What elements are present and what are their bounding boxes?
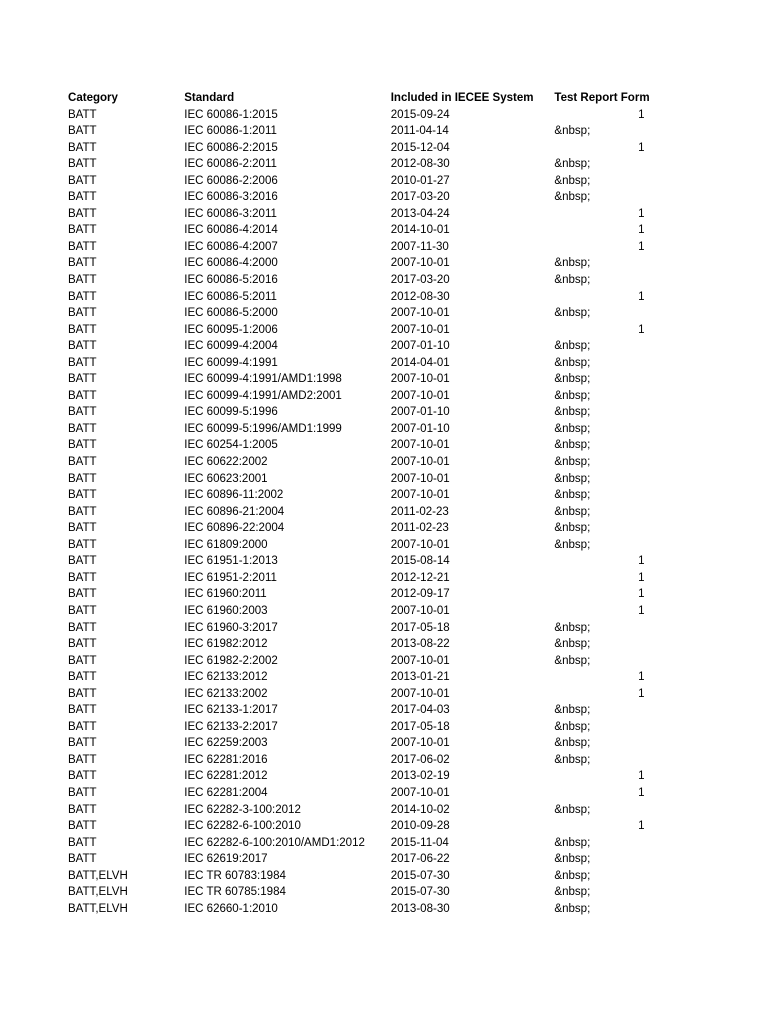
test-report-form-cell: &nbsp; <box>554 636 591 651</box>
included-date-cell: 2007-10-01 <box>390 685 450 700</box>
standard-cell: IEC 60086-5:2000 <box>184 305 278 320</box>
standard-cell: IEC 60086-3:2016 <box>184 189 278 204</box>
test-report-form-cell: 1 <box>638 139 645 154</box>
included-date-cell: 2007-10-01 <box>390 487 450 502</box>
table-row <box>68 221 645 238</box>
category-cell: BATT <box>68 751 97 766</box>
test-report-form-cell: 1 <box>638 553 645 568</box>
table-row <box>68 470 645 487</box>
table-row <box>68 122 645 139</box>
included-date-cell: 2007-10-01 <box>390 371 450 386</box>
standard-cell: IEC 61982-2:2002 <box>184 652 278 667</box>
standard-cell: IEC 62281:2004 <box>184 784 268 799</box>
standard-cell: IEC 60623:2001 <box>184 470 268 485</box>
standard-cell: IEC 60896-22:2004 <box>184 520 285 535</box>
category-cell: BATT <box>68 189 97 204</box>
included-date-cell: 2015-12-04 <box>390 139 450 154</box>
test-report-form-cell: 1 <box>638 602 645 617</box>
test-report-form-cell: 1 <box>638 784 645 799</box>
included-date-cell: 2012-12-21 <box>390 569 450 584</box>
included-date-cell: 2015-11-04 <box>390 834 449 849</box>
category-cell: BATT <box>68 371 97 386</box>
table-row <box>68 834 645 851</box>
included-date-cell: 2017-06-22 <box>390 851 450 866</box>
test-report-form-cell: 1 <box>638 818 645 833</box>
standard-cell: IEC 60086-4:2007 <box>184 238 278 253</box>
table-row <box>68 486 645 503</box>
table-row <box>68 883 645 900</box>
standard-cell: IEC 61960-3:2017 <box>184 619 278 634</box>
table-row <box>68 751 645 768</box>
standard-cell: IEC 60254-1:2005 <box>184 437 278 452</box>
included-date-cell: 2007-10-01 <box>390 536 450 551</box>
included-date-cell: 2007-10-01 <box>390 454 450 469</box>
category-cell: BATT <box>68 784 97 799</box>
table-row <box>68 619 645 636</box>
standard-cell: IEC 62282-3-100:2012 <box>184 801 301 816</box>
test-report-form-cell: &nbsp; <box>554 520 591 535</box>
included-date-cell: 2014-10-01 <box>390 222 450 237</box>
standard-cell: IEC 62282-6-100:2010/AMD1:2012 <box>184 834 365 849</box>
category-cell: BATT <box>68 652 97 667</box>
standard-cell: IEC 60086-4:2014 <box>184 222 278 237</box>
category-cell: BATT <box>68 222 97 237</box>
test-report-form-cell: &nbsp; <box>554 354 591 369</box>
header-test-report-form: Test Report Form <box>554 90 650 104</box>
standard-cell: IEC 60086-2:2011 <box>184 156 277 171</box>
table-row <box>68 767 645 784</box>
standard-cell: IEC 62281:2016 <box>184 751 268 766</box>
category-cell: BATT,ELVH <box>68 867 128 882</box>
test-report-form-cell: 1 <box>638 288 645 303</box>
table-row <box>68 850 645 867</box>
test-report-form-cell: 1 <box>638 222 645 237</box>
included-date-cell: 2007-10-01 <box>390 470 450 485</box>
table-row <box>68 602 645 619</box>
table-row <box>68 652 645 669</box>
included-date-cell: 2011-04-14 <box>390 123 449 138</box>
test-report-form-cell: &nbsp; <box>554 884 591 899</box>
category-cell: BATT <box>68 553 97 568</box>
table-row <box>68 420 645 437</box>
table-body <box>68 106 688 917</box>
category-cell: BATT <box>68 420 97 435</box>
included-date-cell: 2011-02-23 <box>390 503 449 518</box>
standard-cell: IEC 60086-3:2011 <box>184 205 277 220</box>
category-cell: BATT <box>68 536 97 551</box>
category-cell: BATT <box>68 106 97 121</box>
included-date-cell: 2013-04-24 <box>390 205 450 220</box>
table-row <box>68 801 645 818</box>
standard-cell: IEC 60095-1:2006 <box>184 321 278 336</box>
table-row <box>68 635 645 652</box>
category-cell: BATT <box>68 834 97 849</box>
included-date-cell: 2007-10-01 <box>390 784 450 799</box>
standard-cell: IEC 60896-21:2004 <box>184 503 285 518</box>
included-date-cell: 2017-06-02 <box>390 751 450 766</box>
standard-cell: IEC 62259:2003 <box>184 735 268 750</box>
test-report-form-cell: &nbsp; <box>554 387 591 402</box>
category-cell: BATT <box>68 321 97 336</box>
included-date-cell: 2007-11-30 <box>390 238 449 253</box>
category-cell: BATT <box>68 685 97 700</box>
test-report-form-cell: 1 <box>638 569 645 584</box>
test-report-form-cell: &nbsp; <box>554 536 591 551</box>
category-cell: BATT <box>68 437 97 452</box>
category-cell: BATT,ELVH <box>68 884 128 899</box>
table-row <box>68 354 645 371</box>
standard-cell: IEC 60099-4:1991/AMD1:1998 <box>184 371 342 386</box>
standard-cell: IEC 60086-2:2015 <box>184 139 278 154</box>
table-row <box>68 503 645 520</box>
standard-cell: IEC 60896-11:2002 <box>184 487 284 502</box>
category-cell: BATT <box>68 172 97 187</box>
table-row <box>68 337 645 354</box>
category-cell: BATT <box>68 123 97 138</box>
included-date-cell: 2007-10-01 <box>390 321 450 336</box>
table-row <box>68 585 645 602</box>
category-cell: BATT <box>68 205 97 220</box>
test-report-form-cell: &nbsp; <box>554 851 591 866</box>
standard-cell: IEC 61982:2012 <box>184 636 268 651</box>
test-report-form-cell: 1 <box>638 768 645 783</box>
test-report-form-cell: &nbsp; <box>554 189 591 204</box>
table-row <box>68 387 645 404</box>
standard-cell: IEC 62133-2:2017 <box>184 718 278 733</box>
table-header-row <box>68 89 650 106</box>
table-row <box>68 288 645 305</box>
category-cell: BATT <box>68 470 97 485</box>
test-report-form-cell: &nbsp; <box>554 801 591 816</box>
category-cell: BATT <box>68 768 97 783</box>
included-date-cell: 2012-08-30 <box>390 156 450 171</box>
included-date-cell: 2007-10-01 <box>390 387 450 402</box>
category-cell: BATT <box>68 569 97 584</box>
category-cell: BATT <box>68 520 97 535</box>
category-cell: BATT <box>68 735 97 750</box>
standard-cell: IEC 61960:2011 <box>184 586 267 601</box>
standard-cell: IEC 61960:2003 <box>184 602 268 617</box>
standard-cell: IEC TR 60785:1984 <box>184 884 286 899</box>
header-category: Category <box>68 90 118 104</box>
header-standard: Standard <box>184 90 235 104</box>
category-cell: BATT <box>68 586 97 601</box>
test-report-form-cell: 1 <box>638 685 645 700</box>
standard-cell: IEC 62282-6-100:2010 <box>184 818 301 833</box>
standard-cell: IEC 62133:2002 <box>184 685 268 700</box>
included-date-cell: 2007-10-01 <box>390 305 450 320</box>
table-row <box>68 519 645 536</box>
standard-cell: IEC 60099-5:1996 <box>184 404 278 419</box>
table-row <box>68 685 645 702</box>
standard-cell: IEC 62660-1:2010 <box>184 900 278 915</box>
table-row <box>68 370 645 387</box>
test-report-form-cell: &nbsp; <box>554 404 591 419</box>
included-date-cell: 2010-09-28 <box>390 818 450 833</box>
table-row <box>68 254 645 271</box>
included-date-cell: 2015-08-14 <box>390 553 450 568</box>
included-date-cell: 2013-02-19 <box>390 768 450 783</box>
included-date-cell: 2017-03-20 <box>390 189 450 204</box>
included-date-cell: 2011-02-23 <box>390 520 449 535</box>
included-date-cell: 2017-04-03 <box>390 702 450 717</box>
standard-cell: IEC 60086-1:2015 <box>184 106 278 121</box>
standard-cell: IEC 60086-2:2006 <box>184 172 278 187</box>
category-cell: BATT <box>68 636 97 651</box>
included-date-cell: 2013-08-30 <box>390 900 450 915</box>
table-row <box>68 784 645 801</box>
category-cell: BATT <box>68 503 97 518</box>
table-row <box>68 321 645 338</box>
table-row <box>68 188 645 205</box>
table-row <box>68 271 645 288</box>
table-row <box>68 734 645 751</box>
table-row <box>68 668 645 685</box>
included-date-cell: 2015-07-30 <box>390 867 450 882</box>
included-date-cell: 2007-01-10 <box>390 338 450 353</box>
test-report-form-cell: 1 <box>638 205 645 220</box>
table-row <box>68 701 645 718</box>
category-cell: BATT <box>68 156 97 171</box>
category-cell: BATT <box>68 487 97 502</box>
test-report-form-cell: &nbsp; <box>554 454 591 469</box>
standard-cell: IEC 62133-1:2017 <box>184 702 278 717</box>
table-row <box>68 172 645 189</box>
category-cell: BATT <box>68 238 97 253</box>
included-date-cell: 2013-08-22 <box>390 636 450 651</box>
category-cell: BATT <box>68 702 97 717</box>
included-date-cell: 2012-08-30 <box>390 288 450 303</box>
category-cell: BATT <box>68 305 97 320</box>
included-date-cell: 2017-05-18 <box>390 619 450 634</box>
included-date-cell: 2015-09-24 <box>390 106 450 121</box>
category-cell: BATT <box>68 288 97 303</box>
test-report-form-cell: &nbsp; <box>554 751 591 766</box>
category-cell: BATT <box>68 354 97 369</box>
test-report-form-cell: &nbsp; <box>554 305 591 320</box>
category-cell: BATT <box>68 404 97 419</box>
category-cell: BATT <box>68 255 97 270</box>
report-table <box>68 89 688 916</box>
category-cell: BATT <box>68 338 97 353</box>
test-report-form-cell: 1 <box>638 669 645 684</box>
table-row <box>68 238 645 255</box>
included-date-cell: 2013-01-21 <box>390 669 450 684</box>
standard-cell: IEC 60099-4:1991/AMD2:2001 <box>184 387 342 402</box>
test-report-form-cell: &nbsp; <box>554 487 591 502</box>
included-date-cell: 2015-07-30 <box>390 884 450 899</box>
table-row <box>68 436 645 453</box>
table-row <box>68 817 645 834</box>
test-report-form-cell: 1 <box>638 586 645 601</box>
test-report-form-cell: &nbsp; <box>554 172 591 187</box>
test-report-form-cell: &nbsp; <box>554 900 591 915</box>
header-included: Included in IECEE System <box>390 90 534 104</box>
table-row <box>68 867 645 884</box>
table-row <box>68 718 645 735</box>
test-report-form-cell: &nbsp; <box>554 371 591 386</box>
table-row <box>68 106 645 123</box>
table-row <box>68 155 645 172</box>
included-date-cell: 2014-04-01 <box>390 354 450 369</box>
test-report-form-cell: &nbsp; <box>554 652 591 667</box>
category-cell: BATT <box>68 387 97 402</box>
test-report-form-cell: 1 <box>638 106 645 121</box>
category-cell: BATT <box>68 619 97 634</box>
included-date-cell: 2012-09-17 <box>390 586 450 601</box>
test-report-form-cell: &nbsp; <box>554 420 591 435</box>
included-date-cell: 2017-03-20 <box>390 272 450 287</box>
category-cell: BATT,ELVH <box>68 900 128 915</box>
test-report-form-cell: &nbsp; <box>554 123 591 138</box>
standard-cell: IEC 61809:2000 <box>184 536 268 551</box>
standard-cell: IEC 60099-4:1991 <box>184 354 278 369</box>
included-date-cell: 2007-10-01 <box>390 735 450 750</box>
included-date-cell: 2007-01-10 <box>390 420 450 435</box>
standard-cell: IEC 60086-1:2011 <box>184 123 277 138</box>
table-row <box>68 900 645 917</box>
included-date-cell: 2007-01-10 <box>390 404 450 419</box>
standard-cell: IEC 62619:2017 <box>184 851 268 866</box>
standard-cell: IEC TR 60783:1984 <box>184 867 286 882</box>
category-cell: BATT <box>68 818 97 833</box>
table-row <box>68 552 645 569</box>
test-report-form-cell: &nbsp; <box>554 338 591 353</box>
included-date-cell: 2014-10-02 <box>390 801 450 816</box>
test-report-form-cell: &nbsp; <box>554 156 591 171</box>
table-row <box>68 139 645 156</box>
table-row <box>68 403 645 420</box>
table-row <box>68 304 645 321</box>
category-cell: BATT <box>68 801 97 816</box>
category-cell: BATT <box>68 718 97 733</box>
standard-cell: IEC 60622:2002 <box>184 454 268 469</box>
table-row <box>68 205 645 222</box>
included-date-cell: 2007-10-01 <box>390 602 450 617</box>
included-date-cell: 2007-10-01 <box>390 652 450 667</box>
test-report-form-cell: 1 <box>638 321 645 336</box>
category-cell: BATT <box>68 454 97 469</box>
included-date-cell: 2010-01-27 <box>390 172 450 187</box>
test-report-form-cell: &nbsp; <box>554 272 591 287</box>
standard-cell: IEC 61951-1:2013 <box>184 553 278 568</box>
standard-cell: IEC 62281:2012 <box>184 768 268 783</box>
category-cell: BATT <box>68 602 97 617</box>
test-report-form-cell: &nbsp; <box>554 702 591 717</box>
table-row <box>68 453 645 470</box>
standard-cell: IEC 60086-4:2000 <box>184 255 278 270</box>
test-report-form-cell: &nbsp; <box>554 503 591 518</box>
test-report-form-cell: 1 <box>638 238 645 253</box>
included-date-cell: 2007-10-01 <box>390 255 450 270</box>
table-row <box>68 569 645 586</box>
test-report-form-cell: &nbsp; <box>554 255 591 270</box>
test-report-form-cell: &nbsp; <box>554 735 591 750</box>
test-report-form-cell: &nbsp; <box>554 437 591 452</box>
table-row <box>68 536 645 553</box>
category-cell: BATT <box>68 272 97 287</box>
standard-cell: IEC 60086-5:2016 <box>184 272 278 287</box>
category-cell: BATT <box>68 851 97 866</box>
standard-cell: IEC 60086-5:2011 <box>184 288 277 303</box>
category-cell: BATT <box>68 139 97 154</box>
test-report-form-cell: &nbsp; <box>554 834 591 849</box>
standard-cell: IEC 60099-5:1996/AMD1:1999 <box>184 420 342 435</box>
test-report-form-cell: &nbsp; <box>554 619 591 634</box>
included-date-cell: 2007-10-01 <box>390 437 450 452</box>
test-report-form-cell: &nbsp; <box>554 867 591 882</box>
category-cell: BATT <box>68 669 97 684</box>
test-report-form-cell: &nbsp; <box>554 718 591 733</box>
test-report-form-cell: &nbsp; <box>554 470 591 485</box>
standard-cell: IEC 62133:2012 <box>184 669 268 684</box>
included-date-cell: 2017-05-18 <box>390 718 450 733</box>
standard-cell: IEC 61951-2:2011 <box>184 569 277 584</box>
standard-cell: IEC 60099-4:2004 <box>184 338 278 353</box>
